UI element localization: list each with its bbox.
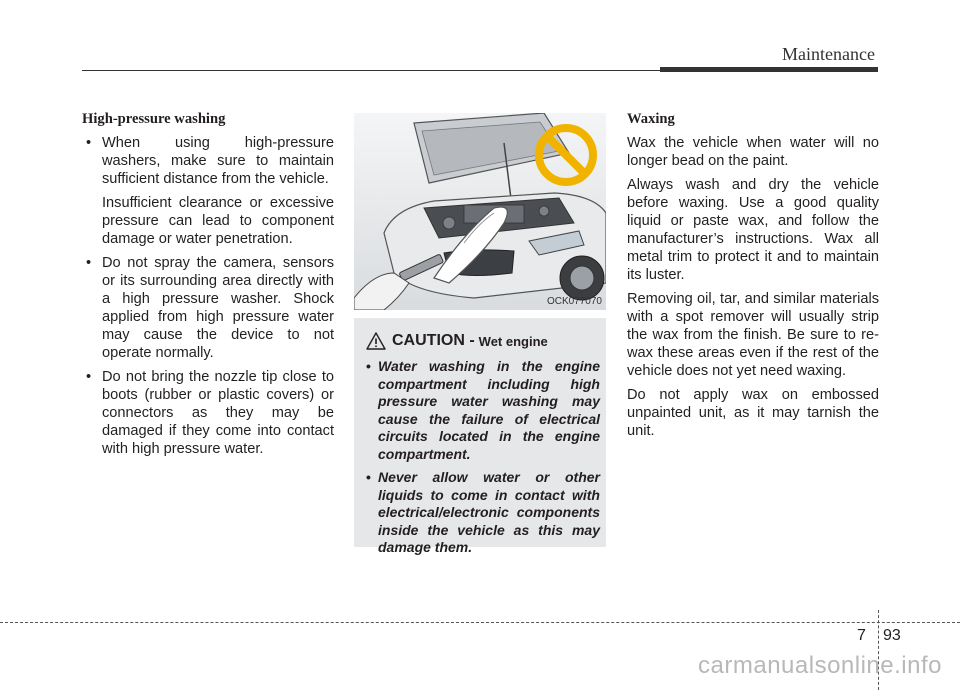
left-column — [82, 110, 334, 464]
paragraph: Wax the vehicle when water will no longer bead on the paint. — [627, 135, 879, 169]
list-item: • Do not spray the camera, sensors or its surrounding area directly with a high pressure washer. Shock applied from high pressure water may cause the device to not operate normally. — [86, 255, 334, 361]
page-number: 93 — [883, 627, 901, 644]
footer-rule — [0, 622, 960, 623]
list-item-note: Insufficient clearance or excessive pressure can lead to component damage or water penetration. — [102, 195, 334, 247]
engine-wash-illustration — [354, 113, 606, 310]
caution-header — [366, 332, 548, 350]
caution-item: • Water washing in the engine compartment including high pressure water washing may cause the failure of electrical circuits located in the engine compartment. — [366, 358, 600, 462]
header-rule-accent — [660, 67, 878, 72]
chapter-number: 7 — [857, 627, 866, 644]
prohibited-icon — [534, 123, 598, 187]
caution-title: CAUTION - — [392, 332, 475, 349]
paragraph: Do not apply wax on embossed unpainted unit, as it may tarnish the unit. — [627, 387, 879, 439]
header-rule — [82, 70, 660, 71]
list-item: • When using high-pressure washers, make sure to maintain sufficient distance from the vehicle. — [86, 135, 334, 187]
caution-subtitle: Wet engine — [478, 333, 548, 349]
warning-triangle-icon — [366, 332, 386, 350]
paragraph: Removing oil, tar, and similar materials with a spot remover will usually strip the wax from the finish. Be sure to re-wax these areas even if the rest of the vehicle does not yet need waxing. — [627, 291, 879, 379]
section-title: Maintenance — [782, 44, 875, 64]
list-item: • Do not bring the nozzle tip close to boots (rubber or plastic covers) or connectors as they may be damaged if they come into contact with high pressure water. — [86, 369, 334, 457]
caution-box — [354, 318, 606, 555]
caution-body — [366, 358, 600, 563]
figure-code: OCK077070 — [546, 296, 602, 307]
section-heading: High-pressure washing — [82, 111, 226, 127]
paragraph: Always wash and dry the vehicle before waxing. Use a good quality liquid or paste wax, and follow the manufacturer’s instructions. Wax all metal trim to protect it and to maintain its luster. — [627, 177, 879, 283]
section-heading: Waxing — [627, 111, 675, 127]
right-column — [627, 110, 879, 446]
watermark: carmanualsonline.info — [698, 652, 942, 679]
caution-item: • Never allow water or other liquids to come in contact with electrical/electronic components inside the vehicle as this may damage them. — [366, 469, 600, 555]
